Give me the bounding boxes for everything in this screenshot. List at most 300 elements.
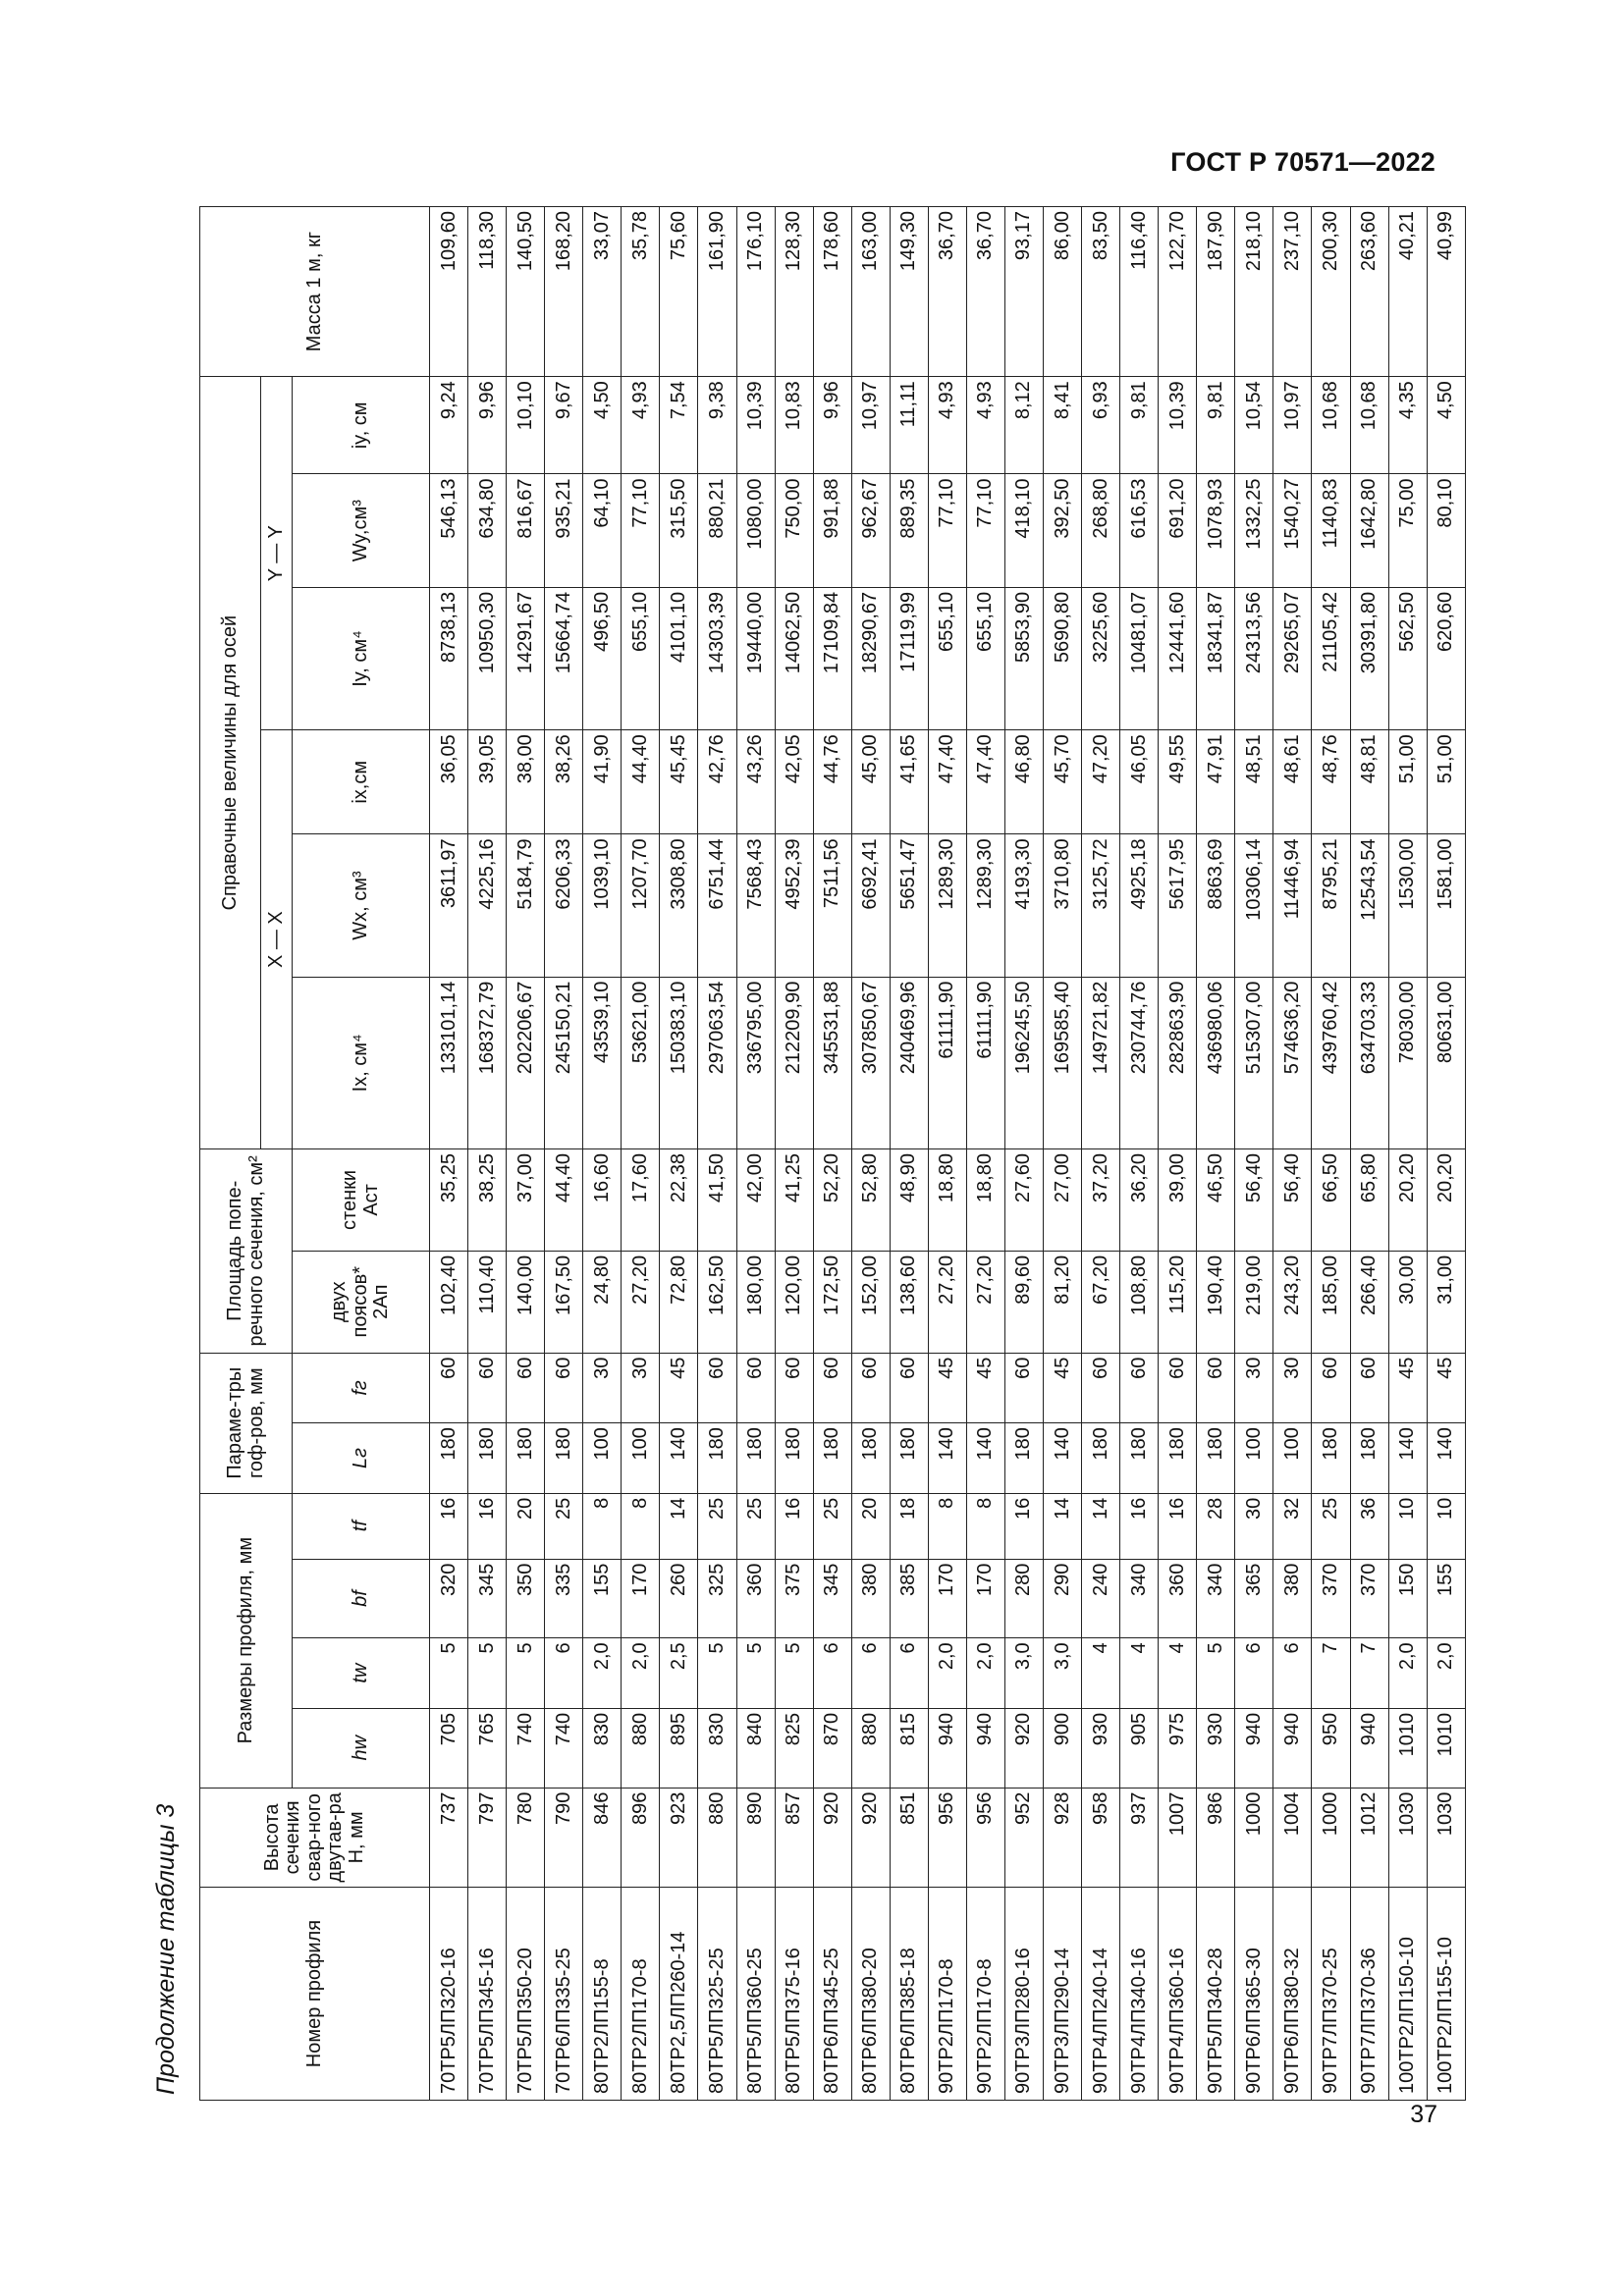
profile-name-cell: 90ТР6ЛП365-30 xyxy=(1235,1888,1273,2101)
profile-name-cell: 90ТР4ЛП360-16 xyxy=(1159,1888,1197,2101)
table-cell: 8795,21 xyxy=(1312,834,1350,977)
table-cell: 336795,00 xyxy=(736,977,775,1148)
table-cell: 956 xyxy=(966,1788,1004,1888)
table-cell: 140,50 xyxy=(507,207,545,377)
table-cell: 18290,67 xyxy=(851,587,890,729)
table-cell: 45,00 xyxy=(851,730,890,834)
table-cell: 53621,00 xyxy=(622,977,660,1148)
table-cell: 380 xyxy=(851,1559,890,1638)
table-cell: 4,93 xyxy=(622,377,660,474)
table-cell: 138,60 xyxy=(890,1251,928,1353)
table-cell: 30 xyxy=(583,1353,622,1423)
table-cell: 515307,00 xyxy=(1235,977,1273,1148)
table-cell: 2,0 xyxy=(1388,1638,1427,1709)
table-cell: 47,40 xyxy=(966,730,1004,834)
table-cell: 37,00 xyxy=(507,1149,545,1252)
table-cell: 12441,60 xyxy=(1159,587,1197,729)
table-cell: 38,00 xyxy=(507,730,545,834)
table-cell: 180 xyxy=(736,1423,775,1494)
table-cell: 340 xyxy=(1120,1559,1159,1638)
table-cell: 7568,43 xyxy=(736,834,775,977)
table-row xyxy=(1159,207,1197,2101)
table-cell: 1030 xyxy=(1427,1788,1465,1888)
table-cell: 60 xyxy=(775,1353,813,1423)
table-cell: 14062,50 xyxy=(775,587,813,729)
table-cell: 180 xyxy=(1120,1423,1159,1494)
table-cell: 765 xyxy=(468,1708,507,1788)
table-cell: 18,80 xyxy=(966,1149,1004,1252)
table-cell: 20 xyxy=(851,1493,890,1559)
table-cell: 245150,21 xyxy=(545,977,583,1148)
header-hw: hw xyxy=(293,1708,430,1788)
table-cell: 3308,80 xyxy=(660,834,698,977)
table-cell: 8 xyxy=(928,1493,966,1559)
header-axis-x: X — X xyxy=(261,730,293,1149)
table-cell: 1039,10 xyxy=(583,834,622,977)
table-cell: 11,11 xyxy=(890,377,928,474)
table-cell: 350 xyxy=(507,1559,545,1638)
table-cell: 6 xyxy=(1273,1638,1312,1709)
table-cell: 345 xyxy=(813,1559,851,1638)
table-cell: 167,50 xyxy=(545,1251,583,1353)
table-cell: 30 xyxy=(1235,1493,1273,1559)
table-cell: 25 xyxy=(545,1493,583,1559)
profile-name-cell: 90ТР2ЛП170-8 xyxy=(928,1888,966,2101)
table-cell: 155 xyxy=(583,1559,622,1638)
table-cell: 1332,25 xyxy=(1235,474,1273,587)
profile-name-cell: 100ТР2ЛП155-10 xyxy=(1427,1888,1465,2101)
profile-name-cell: 80ТР2ЛП155-8 xyxy=(583,1888,622,2101)
table-cell: 109,60 xyxy=(430,207,468,377)
table-cell: 155 xyxy=(1427,1559,1465,1638)
table-cell: 49,55 xyxy=(1159,730,1197,834)
table-cell: 60 xyxy=(507,1353,545,1423)
table-cell: 282863,90 xyxy=(1159,977,1197,1148)
table-cell: 8738,13 xyxy=(430,587,468,729)
table-cell: 60 xyxy=(851,1353,890,1423)
table-caption: Продолжение таблицы 3 xyxy=(152,1803,180,2095)
table-cell: 5651,47 xyxy=(890,834,928,977)
table-cell: 439760,42 xyxy=(1312,977,1350,1148)
table-cell: 5853,90 xyxy=(1004,587,1043,729)
table-cell: 16 xyxy=(430,1493,468,1559)
table-cell: 365 xyxy=(1235,1559,1273,1638)
table-cell: 418,10 xyxy=(1004,474,1043,587)
table-cell: 52,20 xyxy=(813,1149,851,1252)
header-tf: tf xyxy=(293,1493,430,1559)
table-cell: 825 xyxy=(775,1708,813,1788)
table-cell: 27,20 xyxy=(622,1251,660,1353)
table-cell: 930 xyxy=(1082,1708,1120,1788)
table-cell: 149721,82 xyxy=(1082,977,1120,1148)
table-cell: 952 xyxy=(1004,1788,1043,1888)
profile-name-cell: 70ТР5ЛП345-16 xyxy=(468,1888,507,2101)
table-cell: 36,70 xyxy=(928,207,966,377)
table-row xyxy=(966,207,1004,2101)
table-cell: 1540,27 xyxy=(1273,474,1312,587)
table-cell: 3,0 xyxy=(1004,1638,1043,1709)
table-cell: 10 xyxy=(1427,1493,1465,1559)
table-cell: 8863,69 xyxy=(1197,834,1235,977)
table-cell: 10 xyxy=(1388,1493,1427,1559)
table-cell: 928 xyxy=(1044,1788,1082,1888)
table-cell: 180 xyxy=(775,1423,813,1494)
table-cell: 895 xyxy=(660,1708,698,1788)
table-cell: 77,10 xyxy=(966,474,1004,587)
table-cell: 335 xyxy=(545,1559,583,1638)
header-bf: bf xyxy=(293,1559,430,1638)
table-cell: 370 xyxy=(1312,1559,1350,1638)
table-cell: 8 xyxy=(583,1493,622,1559)
table-cell: 60 xyxy=(1350,1353,1388,1423)
table-cell: 920 xyxy=(851,1788,890,1888)
table-cell: 180 xyxy=(1350,1423,1388,1494)
table-cell: 950 xyxy=(1312,1708,1350,1788)
table-cell: 80,10 xyxy=(1427,474,1465,587)
table-cell: 180 xyxy=(545,1423,583,1494)
table-cell: 162,50 xyxy=(698,1251,736,1353)
table-cell: 118,30 xyxy=(468,207,507,377)
table-row xyxy=(1082,207,1120,2101)
table-row xyxy=(736,207,775,2101)
table-cell: 22,38 xyxy=(660,1149,698,1252)
table-cell: 180 xyxy=(813,1423,851,1494)
table-cell: 10950,30 xyxy=(468,587,507,729)
table-cell: 905 xyxy=(1120,1708,1159,1788)
table-cell: 47,40 xyxy=(928,730,966,834)
table-cell: 25 xyxy=(1312,1493,1350,1559)
table-cell: 172,50 xyxy=(813,1251,851,1353)
table-cell: 1078,93 xyxy=(1197,474,1235,587)
table-cell: 7 xyxy=(1312,1638,1350,1709)
table-cell: 10,10 xyxy=(507,377,545,474)
table-cell: 2,0 xyxy=(966,1638,1004,1709)
header-two-flanges: двух поясов* 2Aп xyxy=(293,1251,430,1353)
table-cell: 102,40 xyxy=(430,1251,468,1353)
table-cell: 956 xyxy=(928,1788,966,1888)
table-cell: 170 xyxy=(622,1559,660,1638)
table-cell: 45 xyxy=(1427,1353,1465,1423)
table-row xyxy=(1427,207,1465,2101)
table-cell: 940 xyxy=(1273,1708,1312,1788)
table-cell: 200,30 xyxy=(1312,207,1350,377)
table-cell: 6 xyxy=(1235,1638,1273,1709)
table-cell: 14 xyxy=(1044,1493,1082,1559)
table-cell: 9,96 xyxy=(813,377,851,474)
table-cell: 60 xyxy=(468,1353,507,1423)
table-row xyxy=(1044,207,1082,2101)
table-cell: 345 xyxy=(468,1559,507,1638)
table-cell: 962,67 xyxy=(851,474,890,587)
table-cell: 60 xyxy=(736,1353,775,1423)
table-cell: 47,20 xyxy=(1082,730,1120,834)
table-cell: 180 xyxy=(430,1423,468,1494)
table-cell: 37,20 xyxy=(1082,1149,1120,1252)
table-cell: 45 xyxy=(966,1353,1004,1423)
table-cell: 846 xyxy=(583,1788,622,1888)
header-tw: tw xyxy=(293,1638,430,1709)
table-row xyxy=(660,207,698,2101)
table-cell: 737 xyxy=(430,1788,468,1888)
table-cell: 140 xyxy=(660,1423,698,1494)
table-cell: 20,20 xyxy=(1427,1149,1465,1252)
table-cell: 857 xyxy=(775,1788,813,1888)
table-cell: 7 xyxy=(1350,1638,1388,1709)
table-row xyxy=(1312,207,1350,2101)
header-lg: Lг xyxy=(293,1423,430,1494)
profile-name-cell: 80ТР6ЛП385-18 xyxy=(890,1888,928,2101)
table-cell: 385 xyxy=(890,1559,928,1638)
table-cell: 620,60 xyxy=(1427,587,1465,729)
table-cell: 42,05 xyxy=(775,730,813,834)
table-cell: 940 xyxy=(1350,1708,1388,1788)
table-cell: 61111,90 xyxy=(966,977,1004,1148)
table-cell: 67,20 xyxy=(1082,1251,1120,1353)
table-cell: 2,0 xyxy=(583,1638,622,1709)
header-section-height: Высота сечения свар-ного двутав-ра H, мм xyxy=(200,1788,430,1888)
table-cell: 8 xyxy=(966,1493,1004,1559)
table-cell: 4,93 xyxy=(928,377,966,474)
header-fg: fг xyxy=(293,1353,430,1423)
table-cell: 150 xyxy=(1388,1559,1427,1638)
table-cell: 5184,79 xyxy=(507,834,545,977)
table-cell: 4,50 xyxy=(583,377,622,474)
table-cell: 240469,96 xyxy=(890,977,928,1148)
table-cell: 937 xyxy=(1120,1788,1159,1888)
table-cell: 8 xyxy=(622,1493,660,1559)
table-cell: 2,0 xyxy=(928,1638,966,1709)
table-cell: 115,20 xyxy=(1159,1251,1197,1353)
table-cell: 16 xyxy=(468,1493,507,1559)
table-cell: 36 xyxy=(1350,1493,1388,1559)
table-row xyxy=(545,207,583,2101)
header-web: стенки Aст xyxy=(293,1149,430,1252)
table-cell: 110,40 xyxy=(468,1251,507,1353)
table-cell: 851 xyxy=(890,1788,928,1888)
profile-name-cell: 80ТР2ЛП170-8 xyxy=(622,1888,660,2101)
table-cell: 78030,00 xyxy=(1388,977,1427,1148)
table-cell: 816,67 xyxy=(507,474,545,587)
table-cell: 740 xyxy=(507,1708,545,1788)
table-cell: 705 xyxy=(430,1708,468,1788)
table-cell: 30391,80 xyxy=(1350,587,1388,729)
table-cell: 1012 xyxy=(1350,1788,1388,1888)
table-cell: 14 xyxy=(1082,1493,1120,1559)
table-cell: 14303,39 xyxy=(698,587,736,729)
table-row xyxy=(430,207,468,2101)
header-profile-dims: Размеры профиля, мм xyxy=(200,1493,293,1788)
table-cell: 180 xyxy=(890,1423,928,1494)
table-cell: 100 xyxy=(622,1423,660,1494)
table-cell: 889,35 xyxy=(890,474,928,587)
table-cell: 780 xyxy=(507,1788,545,1888)
table-row xyxy=(1004,207,1043,2101)
table-cell: 4225,16 xyxy=(468,834,507,977)
table-cell: 655,10 xyxy=(622,587,660,729)
table-cell: 120,00 xyxy=(775,1251,813,1353)
table-row xyxy=(698,207,736,2101)
header-axis-y: Y — Y xyxy=(261,377,293,730)
table-cell: 46,05 xyxy=(1120,730,1159,834)
table-cell: 3125,72 xyxy=(1082,834,1120,977)
table-cell: 920 xyxy=(813,1788,851,1888)
table-cell: 24313,56 xyxy=(1235,587,1273,729)
table-cell: 9,38 xyxy=(698,377,736,474)
table-cell: 31,00 xyxy=(1427,1251,1465,1353)
table-cell: 4,93 xyxy=(966,377,1004,474)
table-cell: 3,0 xyxy=(1044,1638,1082,1709)
table-cell: 10,54 xyxy=(1235,377,1273,474)
table-cell: 1530,00 xyxy=(1388,834,1427,977)
table-cell: 5 xyxy=(698,1638,736,1709)
table-cell: 185,00 xyxy=(1312,1251,1350,1353)
table-cell: 15664,74 xyxy=(545,587,583,729)
table-row xyxy=(890,207,928,2101)
page-number: 37 xyxy=(1410,2101,1437,2128)
table-cell: 10,97 xyxy=(851,377,890,474)
table-cell: 10481,07 xyxy=(1120,587,1159,729)
table-cell: 18,80 xyxy=(928,1149,966,1252)
table-cell: 243,20 xyxy=(1273,1251,1312,1353)
table-cell: 16 xyxy=(1159,1493,1197,1559)
table-cell: 1080,00 xyxy=(736,474,775,587)
table-cell: 45 xyxy=(928,1353,966,1423)
table-cell: 38,26 xyxy=(545,730,583,834)
table-cell: 100 xyxy=(1273,1423,1312,1494)
table-cell: 140 xyxy=(1388,1423,1427,1494)
table-cell: 25 xyxy=(813,1493,851,1559)
document-id: ГОСТ Р 70571—2022 xyxy=(1170,147,1435,177)
profile-name-cell: 90ТР7ЛП370-36 xyxy=(1350,1888,1388,2101)
table-cell: 4 xyxy=(1082,1638,1120,1709)
table-cell: 290 xyxy=(1044,1559,1082,1638)
table-cell: 9,24 xyxy=(430,377,468,474)
table-cell: 16,60 xyxy=(583,1149,622,1252)
table-cell: 30,00 xyxy=(1388,1251,1427,1353)
table-cell: 180 xyxy=(1082,1423,1120,1494)
table-cell: 72,80 xyxy=(660,1251,698,1353)
table-cell: 5 xyxy=(775,1638,813,1709)
table-cell: 44,40 xyxy=(545,1149,583,1252)
table-cell: 14291,67 xyxy=(507,587,545,729)
table-cell: 40,99 xyxy=(1427,207,1465,377)
table-cell: 196245,50 xyxy=(1004,977,1043,1148)
table-cell: 27,00 xyxy=(1044,1149,1082,1252)
profile-name-cell: 90ТР4ЛП340-16 xyxy=(1120,1888,1159,2101)
table-cell: 140 xyxy=(928,1423,966,1494)
table-cell: 3611,97 xyxy=(430,834,468,977)
table-cell: 43,26 xyxy=(736,730,775,834)
table-cell: 345531,88 xyxy=(813,977,851,1148)
table-cell: 187,90 xyxy=(1197,207,1235,377)
table-cell: 27,20 xyxy=(928,1251,966,1353)
table-cell: 60 xyxy=(430,1353,468,1423)
table-cell: 880 xyxy=(851,1708,890,1788)
table-row xyxy=(775,207,813,2101)
table-cell: 975 xyxy=(1159,1708,1197,1788)
profile-name-cell: 80ТР5ЛП360-25 xyxy=(736,1888,775,2101)
table-cell: 180 xyxy=(1159,1423,1197,1494)
table-cell: 10,68 xyxy=(1350,377,1388,474)
table-cell: 169585,40 xyxy=(1044,977,1082,1148)
table-cell: 60 xyxy=(813,1353,851,1423)
table-cell: 392,50 xyxy=(1044,474,1082,587)
table-cell: 42,00 xyxy=(736,1149,775,1252)
table-cell: 5690,80 xyxy=(1044,587,1082,729)
table-cell: 41,65 xyxy=(890,730,928,834)
table-cell: 20 xyxy=(507,1493,545,1559)
table-cell: 930 xyxy=(1197,1708,1235,1788)
table-cell: 10,68 xyxy=(1312,377,1350,474)
table-cell: 7511,56 xyxy=(813,834,851,977)
table-row xyxy=(507,207,545,2101)
table-cell: 1000 xyxy=(1312,1788,1350,1888)
header-corrugation-params: Параме-тры гоф-ров, мм xyxy=(200,1353,293,1493)
table-cell: 830 xyxy=(583,1708,622,1788)
table-cell: 170 xyxy=(966,1559,1004,1638)
table-cell: 1642,80 xyxy=(1350,474,1388,587)
table-cell: 93,17 xyxy=(1004,207,1043,377)
table-cell: 230744,76 xyxy=(1120,977,1159,1148)
table-row xyxy=(583,207,622,2101)
table-cell: 128,30 xyxy=(775,207,813,377)
table-cell: 45 xyxy=(1044,1353,1082,1423)
table-cell: 48,51 xyxy=(1235,730,1273,834)
table-cell: 325 xyxy=(698,1559,736,1638)
table-cell: 180 xyxy=(468,1423,507,1494)
table-cell: 39,05 xyxy=(468,730,507,834)
table-cell: 6 xyxy=(813,1638,851,1709)
table-cell: 202206,67 xyxy=(507,977,545,1148)
table-cell: 60 xyxy=(698,1353,736,1423)
table-cell: 840 xyxy=(736,1708,775,1788)
table-cell: 18 xyxy=(890,1493,928,1559)
table-cell: 20,20 xyxy=(1388,1149,1427,1252)
table-cell: 6 xyxy=(851,1638,890,1709)
table-cell: 4,50 xyxy=(1427,377,1465,474)
table-cell: 18341,87 xyxy=(1197,587,1235,729)
table-cell: 986 xyxy=(1197,1788,1235,1888)
table-cell: 12543,54 xyxy=(1350,834,1388,977)
table-cell: 56,40 xyxy=(1235,1149,1273,1252)
table-cell: 77,10 xyxy=(928,474,966,587)
table-cell: 180 xyxy=(507,1423,545,1494)
table-cell: 8,41 xyxy=(1044,377,1082,474)
table-cell: 60 xyxy=(1004,1353,1043,1423)
table-cell: 41,25 xyxy=(775,1149,813,1252)
table-cell: 140 xyxy=(1044,1423,1082,1494)
table-cell: 47,91 xyxy=(1197,730,1235,834)
header-wy: Wy,см³ xyxy=(293,474,430,587)
table-cell: 36,05 xyxy=(430,730,468,834)
table-cell: 60 xyxy=(1082,1353,1120,1423)
table-cell: 4193,30 xyxy=(1004,834,1043,977)
table-cell: 4925,18 xyxy=(1120,834,1159,977)
table-cell: 133101,14 xyxy=(430,977,468,1148)
table-cell: 1010 xyxy=(1388,1708,1427,1788)
table-cell: 4 xyxy=(1120,1638,1159,1709)
table-cell: 940 xyxy=(928,1708,966,1788)
table-cell: 30 xyxy=(1273,1353,1312,1423)
profile-name-cell: 70ТР5ЛП350-20 xyxy=(507,1888,545,2101)
table-cell: 991,88 xyxy=(813,474,851,587)
table-cell: 17109,84 xyxy=(813,587,851,729)
table-cell: 880,21 xyxy=(698,474,736,587)
table-cell: 740 xyxy=(545,1708,583,1788)
table-cell: 32 xyxy=(1273,1493,1312,1559)
profile-name-cell: 80ТР5ЛП325-25 xyxy=(698,1888,736,2101)
table-cell: 896 xyxy=(622,1788,660,1888)
